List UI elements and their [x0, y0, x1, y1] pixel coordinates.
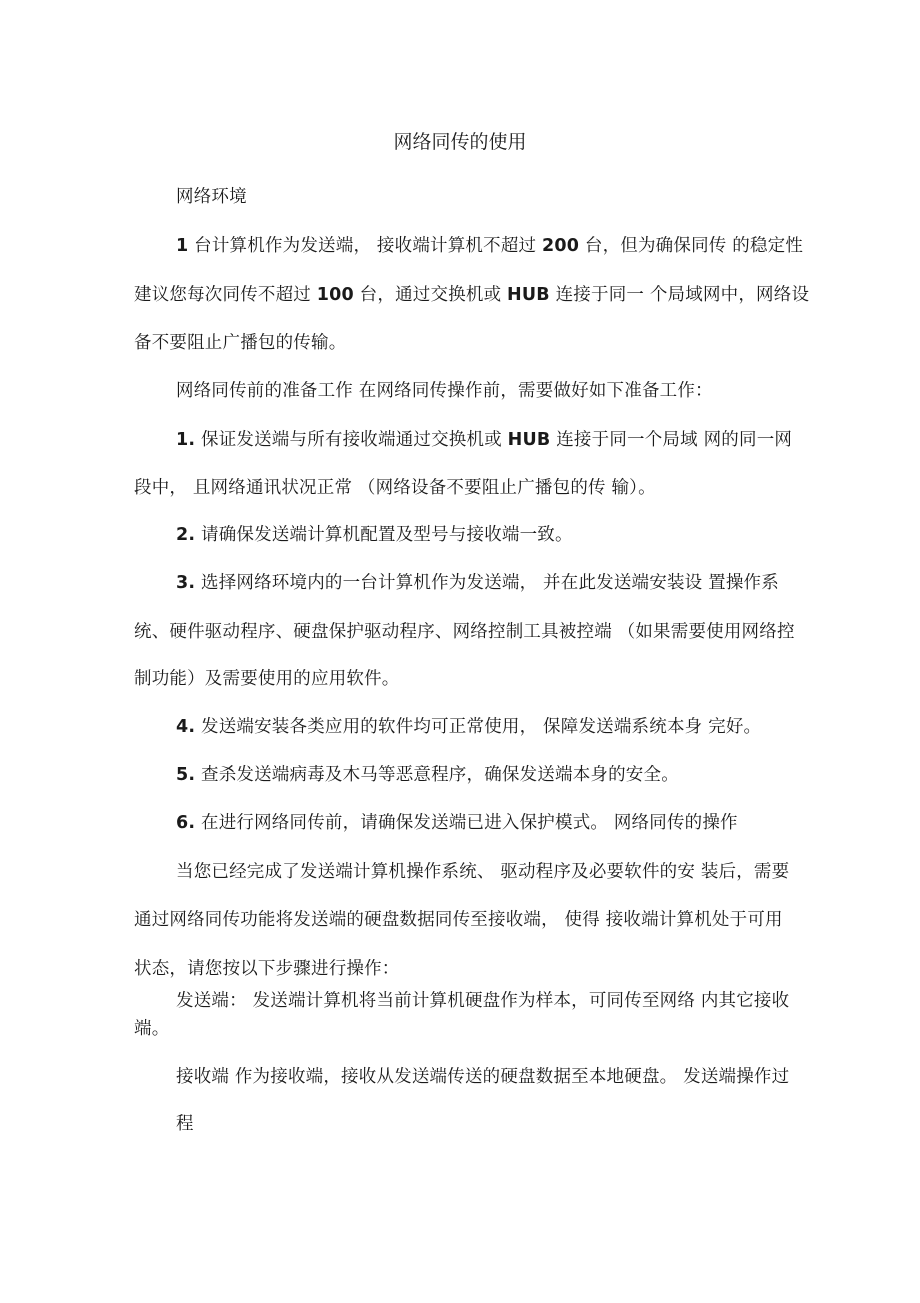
text-run: 台计算机作为发送端， 接收端计算机不超过 — [188, 236, 542, 256]
list-item-6 — [176, 812, 738, 834]
list-item-1-line-2: 段中， 且网络通讯状况正常 （网络设备不要阻止广播包的传 输）。 — [134, 478, 656, 498]
list-item-1-line-1 — [176, 429, 792, 451]
paragraph-3-line-2: 通过网络同传功能将发送端的硬盘数据同传至接收端， 使得 接收端计算机处于可用 — [134, 910, 783, 930]
text-bold-number: 200 — [541, 236, 580, 256]
paragraph-2: 网络同传前的准备工作 在网络同传操作前，需要做好如下准备工作： — [176, 381, 713, 401]
text-bold-term: HUB — [507, 430, 551, 450]
paragraph-1-line-2 — [134, 284, 809, 306]
text-bold-number: 1 — [176, 236, 189, 256]
paragraph-1-line-3: 备不要阻止广播包的传输。 — [134, 333, 347, 353]
page-title: 网络同传的使用 — [393, 131, 527, 153]
text-bold-number: 100 — [316, 285, 354, 305]
list-item-3-line-1 — [176, 572, 779, 594]
list-number: 6. — [176, 813, 196, 833]
list-item-5 — [176, 764, 679, 786]
list-number: 1. — [176, 430, 196, 450]
text-run: 连接于同一 个局域网中，网络设 — [549, 285, 810, 305]
text-run: 台，但为确保同传 的稳定性 — [579, 236, 804, 256]
list-number: 4. — [176, 717, 196, 737]
section-heading-network-env: 网络环境 — [176, 187, 247, 207]
text-run: 选择网络环境内的一台计算机作为发送端， 并在此发送端安装设 置操作系 — [195, 573, 779, 593]
paragraph-5-line-1: 接收端 作为接收端，接收从发送端传送的硬盘数据至本地硬盘。 发送端操作过 — [176, 1067, 790, 1087]
list-number: 2. — [176, 525, 196, 545]
paragraph-1-line-1 — [176, 235, 803, 257]
paragraph-5-line-2: 程 — [176, 1114, 194, 1134]
list-item-2 — [176, 524, 573, 546]
text-run: 发送端安装各类应用的软件均可正常使用， 保障发送端系统本身 完好。 — [195, 717, 762, 737]
list-number: 5. — [176, 765, 196, 785]
text-run: 连接于同一个局域 网的同一网 — [550, 430, 793, 450]
list-number: 3. — [176, 573, 196, 593]
text-run: 台，通过交换机或 — [353, 285, 508, 305]
paragraph-4-line-2: 端。 — [134, 1019, 170, 1039]
paragraph-3-line-1: 当您已经完成了发送端计算机操作系统、 驱动程序及必要软件的安 装后，需要 — [176, 862, 790, 882]
text-run: 查杀发送端病毒及木马等恶意程序，确保发送端本身的安全。 — [195, 765, 679, 785]
text-run: 保证发送端与所有接收端通过交换机或 — [195, 430, 508, 450]
text-run: 请确保发送端计算机配置及型号与接收端一致。 — [195, 525, 573, 545]
text-bold-term: HUB — [507, 285, 550, 305]
list-item-4 — [176, 716, 761, 738]
list-item-3-line-2: 统、硬件驱动程序、硬盘保护驱动程序、网络控制工具被控端 （如果需要使用网络控 — [134, 622, 795, 642]
text-run: 建议您每次同传不超过 — [134, 285, 317, 305]
paragraph-3-line-3: 状态，请您按以下步骤进行操作： — [134, 959, 400, 979]
list-item-3-line-3: 制功能）及需要使用的应用软件。 — [134, 669, 400, 689]
paragraph-4-line-1: 发送端： 发送端计算机将当前计算机硬盘作为样本，可同传至网络 内其它接收 — [176, 991, 790, 1011]
text-run: 在进行网络同传前，请确保发送端已进入保护模式。 网络同传的操作 — [195, 813, 738, 833]
